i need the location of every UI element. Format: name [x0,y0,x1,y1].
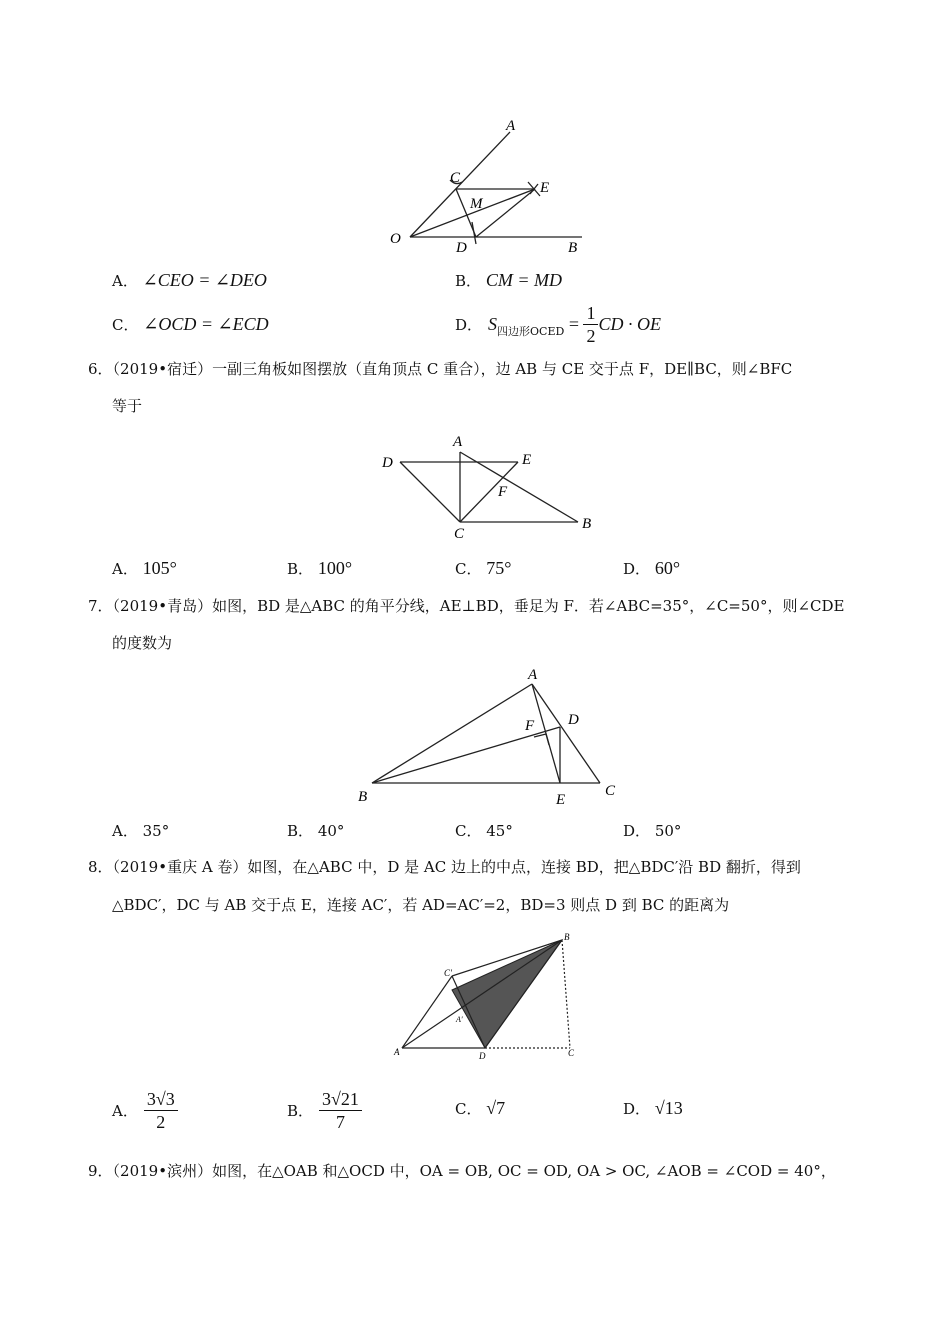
q5-option-a[interactable] [112,270,267,291]
option-value: √7 [486,1098,506,1118]
label-e: E [556,792,566,808]
label-a: A [453,434,463,450]
q7-option-d[interactable] [623,820,681,841]
option-letter: B． [455,272,482,290]
segment-dc [400,462,460,522]
segment-bc [562,940,570,1048]
option-math: ∠CEO = ∠DEO [142,270,267,290]
option-value: 100° [317,558,353,578]
segment-de [476,189,535,237]
q6-option-d[interactable] [623,558,680,579]
area-symbol: S [488,314,498,334]
label-f: F [498,484,508,500]
label-a: A [506,118,516,134]
label-b: B [568,240,578,256]
label-e: E [540,180,550,196]
label-a: A [528,667,538,683]
option-value: √13 [654,1098,683,1118]
shaded-triangle [452,940,562,1048]
option-letter: C． [455,560,482,578]
segment-ab [460,452,578,522]
segment-ac [532,684,600,783]
arc-d [472,222,476,244]
option-math: CM = MD [485,270,562,290]
right-angle-mark [534,734,549,745]
label-c: C [454,526,465,542]
option-letter: A． [112,272,138,290]
q8-option-d[interactable] [623,1098,683,1119]
q9-stem-line1: 9．（2019•滨州）如图，在△OAB 和△OCD 中，OA = OB, OC = OD, OA > OC, ∠AOB = ∠COD = 40°， [88,1162,836,1180]
option-letter: D． [623,822,651,840]
figure-q7 [350,662,630,810]
label-d: D [568,712,579,728]
q6-option-c[interactable] [455,558,511,579]
q5-option-b[interactable] [455,270,562,291]
q6-stem-line1: 6．（2019•宿迁）一副三角板如图摆放（直角顶点 C 重合），边 AB 与 CE 交于点 F，DE∥BC，则∠BFC [88,360,793,378]
q8-stem-line1: 8．（2019•重庆 A 卷）如图，在△ABC 中，D 是 AC 边上的中点，连接 BD，把△BDC′沿 BD 翻折，得到 [88,858,801,876]
label-c: C [605,783,616,799]
option-letter: C． [112,316,139,334]
label-a: A [394,1047,400,1057]
q8-stem-line2: △BDC′，DC 与 AB 交于点 E，连接 AC′，若 AD=AC′=2，BD=3 则点 D 到 BC 的距离为 [112,896,730,914]
q7-stem-line1: 7．（2019•青岛）如图，BD 是△ABC 的角平分线，AE⊥BD，垂足为 F．若∠ABC=35°，∠C=50°，则∠CDE [88,597,845,615]
option-value: 35° [142,822,170,840]
segment-ce [460,462,518,522]
label-d: D [479,1051,486,1061]
option-math: ∠OCD = ∠ECD [143,314,269,334]
option-value: 45° [486,822,513,840]
area-subscript: 四边形OCED [497,324,565,338]
option-math: CD · OE [598,314,661,334]
fraction: $\frac{3√21}{7}$ [319,1088,362,1133]
option-letter: D． [623,1100,651,1118]
figure-q8 [390,928,590,1064]
option-letter: B． [287,822,314,840]
label-b: B [582,516,592,532]
figure-q6 [378,430,598,542]
label-c-prime: C′ [444,968,452,978]
q6-option-b[interactable] [287,558,352,579]
q8-option-a[interactable] [112,1088,178,1133]
segment-bd [372,727,560,783]
q8-option-b[interactable] [287,1088,362,1133]
label-c: C [450,170,461,186]
option-letter: A． [112,822,138,840]
option-letter: C． [455,1100,482,1118]
equals: = [564,314,584,334]
q6-stem-line2: 等于 [112,397,143,415]
q5-option-c[interactable] [112,314,269,335]
option-letter: A． [112,560,138,578]
option-letter: B． [287,1102,314,1120]
option-value: 50° [654,822,682,840]
label-f: F [525,718,535,734]
option-letter: D． [455,316,483,334]
option-value: 40° [317,822,345,840]
q5-option-d[interactable] [455,302,661,347]
q7-stem-line2: 的度数为 [112,634,173,652]
label-c: C [568,1048,575,1058]
option-letter: D． [623,560,651,578]
label-d: D [382,455,393,471]
option-letter: C． [455,822,482,840]
figure-q5 [380,112,600,262]
option-letter: A． [112,1102,138,1120]
q7-option-c[interactable] [455,820,513,841]
label-b: B [358,789,368,805]
label-a-prime: A′ [456,1015,463,1024]
label-o: O [390,231,401,247]
option-value: 60° [654,558,681,578]
fraction-half: $\frac{1}{2}$ [583,302,598,347]
fraction: $\frac{3√3}{2}$ [144,1088,178,1133]
segment-ac-prime [402,976,452,1048]
label-b: B [564,932,570,942]
option-value: 105° [142,558,177,578]
q6-option-a[interactable] [112,558,177,579]
label-m: M [470,196,483,212]
q7-option-a[interactable] [112,820,169,841]
option-letter: B． [287,560,314,578]
label-d: D [456,240,467,256]
q8-option-c[interactable] [455,1098,505,1119]
segment-ab [372,684,532,783]
q7-option-b[interactable] [287,820,344,841]
option-value: 75° [486,558,512,578]
label-e: E [522,452,532,468]
